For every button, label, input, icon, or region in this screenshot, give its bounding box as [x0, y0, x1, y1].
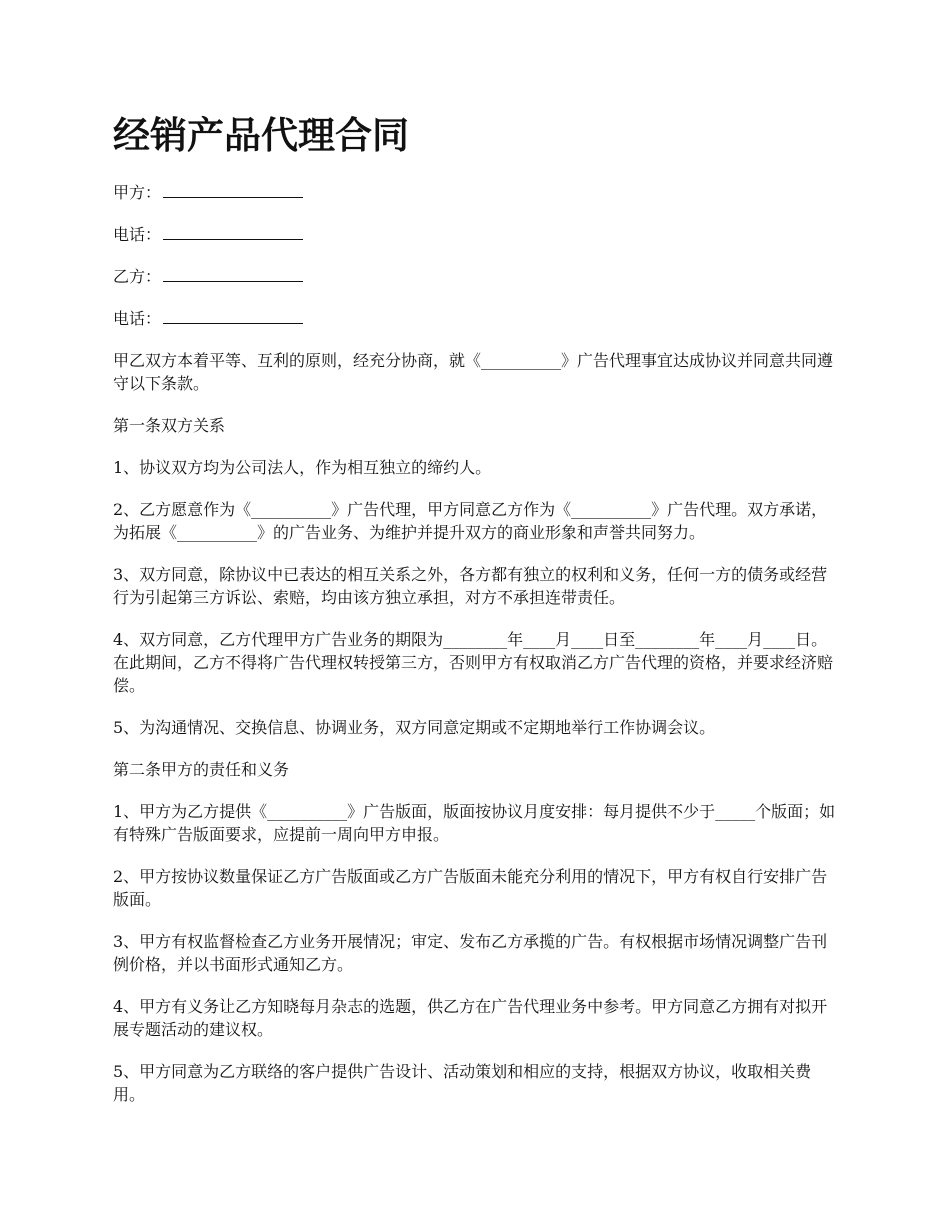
- section-1-heading: 第一条双方关系: [113, 416, 226, 435]
- party-b-label: 乙方：: [113, 267, 162, 286]
- party-a-field: [113, 181, 840, 204]
- party-b-phone-field: [113, 307, 840, 330]
- party-a-label: 甲方：: [113, 183, 162, 202]
- section-2-clause-4: 4、甲方有义务让乙方知晓每月杂志的选题，供乙方在广告代理业务中参考。甲方同意乙方拥有对拟开展专题活动的建议权。: [113, 997, 828, 1039]
- party-b-blank: [163, 265, 303, 282]
- section-1-clause-4: 4、双方同意，乙方代理甲方广告业务的期限为________年____月____日至________年____月____日。在此期间，乙方不得将广告代理权转授第三方，否则甲方有权取消乙方广告代理的资格，并要求经济赔偿。: [113, 630, 834, 695]
- section-2-clause-1: 1、甲方为乙方提供《__________》广告版面，版面按协议月度安排：每月提供不少于_____个版面；如有特殊广告版面要求，应提前一周向甲方申报。: [113, 802, 836, 844]
- section-1-clause-3: 3、双方同意，除协议中已表达的相互关系之外，各方都有独立的权利和义务，任何一方的债务或经营行为引起第三方诉讼、索赔，均由该方独立承担，对方不承担连带责任。: [113, 565, 828, 607]
- section-2-heading: 第二条甲方的责任和义务: [113, 760, 290, 779]
- section-1-clause-2: 2、乙方愿意作为《__________》广告代理，甲方同意乙方作为《__________》广告代理。双方承诺，为拓展《__________》的广告业务、为维护并提升双方的商业形象和声誉共同努力。: [113, 500, 828, 542]
- section-1-clause-5: 5、为沟通情况、交换信息、协调业务，双方同意定期或不定期地举行工作协调会议。: [113, 718, 716, 737]
- party-a-phone-label: 电话：: [113, 225, 162, 244]
- party-a-phone-blank: [163, 223, 303, 240]
- intro-paragraph: 甲乙双方本着平等、互利的原则，经充分协商，就《__________》广告代理事宜达成协议并同意共同遵守以下条款。: [113, 351, 834, 393]
- section-2-clause-3: 3、甲方有权监督检查乙方业务开展情况；审定、发布乙方承揽的广告。有权根据市场情况调整广告刊例价格，并以书面形式通知乙方。: [113, 932, 828, 974]
- document-title: 经销产品代理合同: [113, 113, 409, 157]
- section-2-clause-5: 5、甲方同意为乙方联络的客户提供广告设计、活动策划和相应的支持，根据双方协议，收取相关费用。: [113, 1062, 812, 1104]
- party-b-phone-blank: [163, 307, 303, 324]
- party-a-phone-field: [113, 223, 840, 246]
- section-1-clause-1: 1、协议双方均为公司法人，作为相互独立的缔约人。: [113, 458, 492, 477]
- party-b-field: [113, 265, 840, 288]
- party-b-phone-label: 电话：: [113, 309, 162, 328]
- section-2-clause-2: 2、甲方按协议数量保证乙方广告版面或乙方广告版面未能充分利用的情况下，甲方有权自行安排广告版面。: [113, 867, 828, 909]
- party-a-blank: [163, 181, 303, 198]
